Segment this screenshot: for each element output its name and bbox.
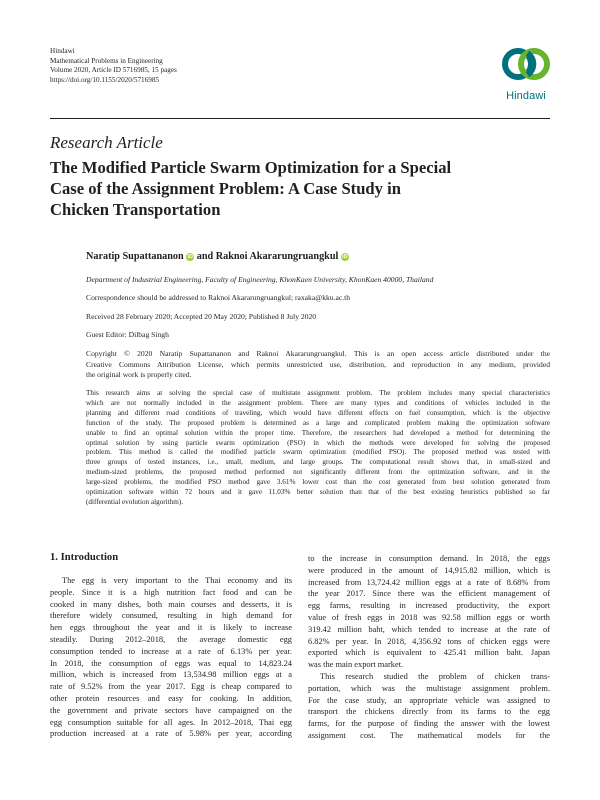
body-line: The egg is very important to the Thai economy and its <box>62 576 292 585</box>
copyright-line: the original work is properly cited. <box>86 370 192 380</box>
body-line: cooked in many dishes, both main courses and desserts, it is <box>50 599 292 609</box>
abstract-line: This research aims at solving the special case of multistate assignment problem. The problem includes many special characteristics <box>86 389 550 397</box>
body-line: value of fresh eggs in 2018 was 92.58 million eggs or worth <box>308 612 550 622</box>
header-rule <box>50 118 550 119</box>
abstract-line: function of the study. The proposed problem is determined as a large and complicated problem making the optimization software <box>86 418 550 427</box>
author-name: Naratip Supattananon <box>86 251 184 262</box>
body-line: other protein resources and easy for cooking. In addition, <box>50 693 292 703</box>
abstract-line: problem. This method is called the modified particle swarm optimization (modified PSO). The proposed method was tested with <box>86 448 550 457</box>
body-line: In 2018, the consumption of eggs was equal to 14,823.24 <box>50 658 292 668</box>
body-line: the government and private sectors have campaigned on the <box>50 705 292 715</box>
abstract-line: (differential evolution algorithm). <box>86 497 184 506</box>
copyright-line: Copyright © 2020 Naratip Supattananon and Raknoi Akararungruangkul. This is an open access article distributed under the <box>86 349 550 358</box>
abstract-line: optimization software within 72 hours and it gave 11.03% better solution than that of the best existing heuristics published so far <box>86 488 550 497</box>
article-type: Research Article <box>50 133 163 152</box>
copyright-line: Creative Commons Attribution License, which permits unrestricted use, distribution, and reproduction in any medium, provided <box>86 359 550 369</box>
doi-link[interactable]: https://doi.org/10.1155/2020/5716985 <box>50 75 160 84</box>
body-line: was the main export market. <box>308 660 404 670</box>
body-line: 6.82% per year. In 2018, 4,356.92 tons of chicken eggs were <box>308 636 550 646</box>
body-line: therefore widely consumed, resulting in high demand for <box>50 611 292 621</box>
title-line: Chicken Transportation <box>50 200 221 219</box>
abstract-line: which are not normally included in the assignment problem. There are many types and conditions of vehicles included in the <box>86 398 550 407</box>
body-line: rate of 9.52% from the year 2017. Egg is cheap compared to <box>50 682 292 692</box>
body-line: production increased at a rate of 5.98% per year, according <box>50 729 292 739</box>
body-line: For the case study, an appropriate vehicle was assigned to <box>308 695 550 705</box>
abstract-line: optimal solution by using particle swarm optimization (PSO) in which the methods were developed for solving the proposed <box>86 438 550 447</box>
body-line: 319.42 million baht, which tended to increase at the rate of <box>308 624 550 634</box>
body-column-right <box>308 553 550 742</box>
hindawi-logo-text: Hindawi <box>506 90 546 102</box>
author-connector: and <box>196 251 214 262</box>
body-line: assignment cost. The mathematical models for the <box>308 730 550 740</box>
affiliation: Department of Industrial Engineering, Faculty of Engineering, KhonKaen University, KhonKaen 40000, Thailand <box>86 275 434 284</box>
body-line: were produced in the amount of 14,915.82 million, which is <box>308 565 550 575</box>
abstract-line: large-sized problems, the modified PSO method gave 3.61% lower cost than the cost generated from best solution generated from <box>86 478 550 487</box>
body-line: portation, which was the multistage assignment problem. <box>308 683 550 693</box>
hindawi-logo <box>495 44 557 106</box>
abstract-line: planning and different road conditions of traveling, which would have different effects on fuel consumption, which is the objective <box>86 408 550 417</box>
body-line: hen eggs throughout the year and it is likely to increase <box>50 623 292 633</box>
orcid-icon[interactable]: iD <box>342 254 348 260</box>
abstract-line: three groups of tested instances, i.e., small, medium, and large groups. The computational result shows that, in small-sized and <box>86 458 550 467</box>
article-title <box>50 157 520 220</box>
abstract-line: unable to find an optimal solution within the proper time. Therefore, the researchers had developed a method for determining the <box>86 428 550 437</box>
body-line: steadily. During 2012–2018, the average domestic egg <box>50 634 292 644</box>
body-line: million, which is increased from 13,534.98 million eggs at a <box>50 670 292 680</box>
journal-meta <box>50 47 177 85</box>
section-heading-introduction: 1. Introduction <box>50 552 119 563</box>
correspondence: Correspondence should be addressed to Raknoi Akararungruangkul; raxaka@kku.ac.th <box>86 293 351 302</box>
title-line: The Modified Particle Swarm Optimization for a Special <box>50 158 452 177</box>
body-column-left <box>50 575 292 740</box>
body-line: to the increase in consumption demand. In 2018, the eggs <box>308 554 550 563</box>
abstract <box>86 389 550 508</box>
article-dates: Received 28 February 2020; Accepted 20 May 2020; Published 8 July 2020 <box>86 312 317 321</box>
body-line: people. Since it is a high nutrition fact food and can be <box>50 587 292 597</box>
journal-name: Mathematical Problems in Engineering <box>50 56 163 65</box>
hindawi-logo-icon <box>501 44 551 84</box>
guest-editor: Guest Editor: Dilbag Singh <box>86 330 169 339</box>
orcid-icon[interactable]: iD <box>187 254 193 260</box>
body-line: increased from 13,724.42 million eggs at a rate of 8.68% from <box>308 577 550 587</box>
abstract-line: medium-sized problems, the proposed method performed not significantly different from the optimization software, and in the <box>86 468 550 477</box>
author-name: Raknoi Akararungruangkul <box>215 251 339 262</box>
body-line: the year 2017. Since there was the efficient management of <box>308 589 550 599</box>
body-line: egg consumption suitable for all ages. In 2012–2018, Thai egg <box>50 717 292 727</box>
body-line: This research studied the problem of chicken trans- <box>320 671 550 681</box>
copyright-notice <box>86 349 550 381</box>
body-line: egg farms, resulting in increased productivity, the export <box>308 601 550 611</box>
body-line: transport the chickens directly from its farms to the egg <box>308 707 550 717</box>
volume-info: Volume 2020, Article ID 5716985, 15 pages <box>50 66 177 75</box>
title-line: Case of the Assignment Problem: A Case Study in <box>50 179 401 198</box>
publisher-name: Hindawi <box>50 47 75 55</box>
body-line: exported which is equivalent to 425.41 million baht. Japan <box>308 648 550 658</box>
body-line: consumption tended to increase at a rate of 6.13% per year. <box>50 646 292 656</box>
author-list <box>86 251 349 262</box>
body-line: farms, for the purpose of finding the answer with the lowest <box>308 719 550 729</box>
